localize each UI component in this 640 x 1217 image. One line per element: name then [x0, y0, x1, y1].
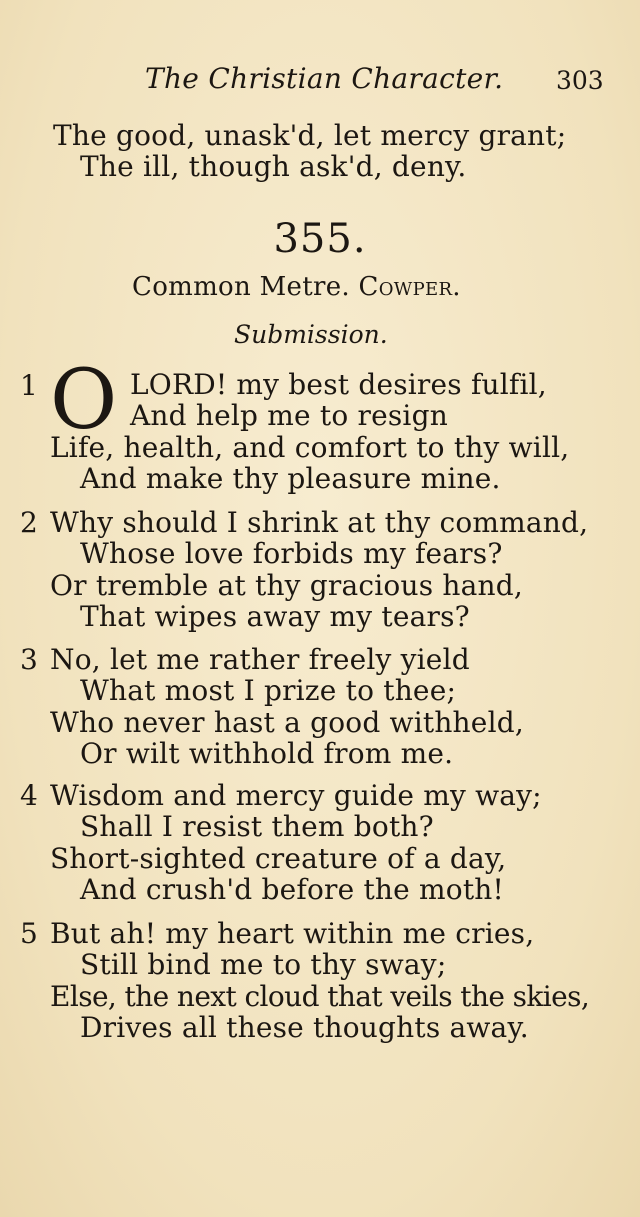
running-title: The Christian Character. [145, 62, 504, 95]
drop-cap: O [50, 353, 118, 448]
verse-line: Shall I resist them both? [80, 810, 434, 843]
verse-line: What most I prize to thee; [80, 674, 457, 707]
verse-number: 1 [20, 369, 38, 402]
verse-line: And make thy pleasure mine. [80, 462, 501, 495]
verse-line: But ah! my heart within me cries, [50, 917, 535, 950]
verse-line: No, let me rather freely yield [50, 643, 470, 676]
verse-line: Drives all these thoughts away. [80, 1011, 529, 1044]
verse-line: And crush'd before the moth! [80, 873, 504, 906]
hymn-meter-line [132, 272, 461, 302]
verse-line: Life, health, and comfort to thy will, [50, 431, 570, 464]
verse-line: Why should I shrink at thy command, [50, 506, 589, 539]
verse-line: And help me to resign [130, 399, 448, 432]
verse-number: 2 [20, 506, 38, 539]
hymn-author: Cowper. [358, 272, 461, 302]
verse-line: LORD! my best desires fulfil, [130, 368, 547, 401]
verse-number: 3 [20, 643, 38, 676]
verse-line: Whose love forbids my fears? [80, 537, 503, 570]
hymn-number: 355. [273, 216, 367, 262]
hymn-subject: Submission. [234, 320, 388, 349]
verse-line: Short-sighted creature of a day, [50, 842, 507, 875]
verse-line: Else, the next cloud that veils the skies, [50, 980, 590, 1013]
verse-line: Or tremble at thy gracious hand, [50, 569, 523, 602]
verse-number: 5 [20, 917, 38, 950]
verse-line: Still bind me to thy sway; [80, 948, 447, 981]
verse-line: Or wilt withhold from me. [80, 737, 454, 770]
verse-line: That wipes away my tears? [80, 600, 470, 633]
page-number: 303 [556, 66, 604, 95]
verse-line: Who never hast a good withheld, [50, 706, 524, 739]
continuation-line: The good, unask'd, let mercy grant; [53, 119, 567, 152]
verse-number: 4 [20, 779, 38, 812]
continuation-line: The ill, though ask'd, deny. [80, 150, 467, 183]
verse-line: Wisdom and mercy guide my way; [50, 779, 542, 812]
hymn-meter: Common Metre. [132, 272, 350, 302]
